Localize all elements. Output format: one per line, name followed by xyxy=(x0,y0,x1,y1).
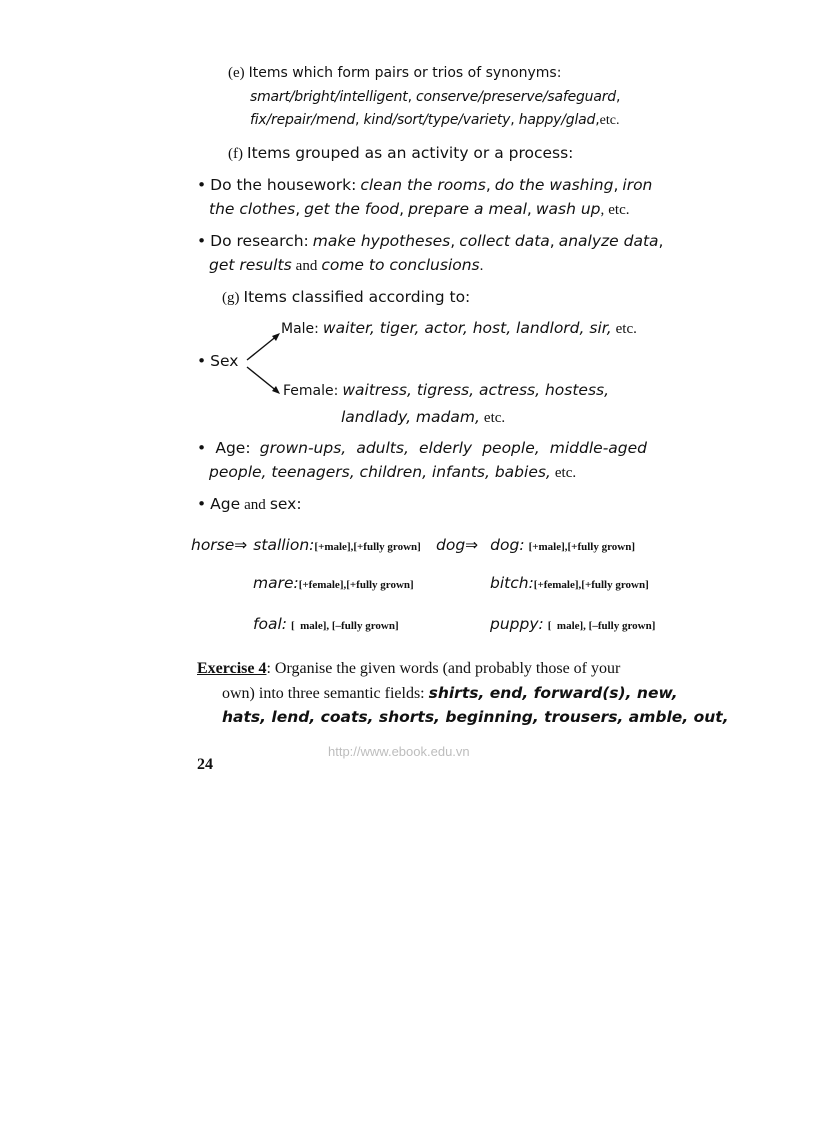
watermark: http://www.ebook.edu.vn xyxy=(328,744,470,759)
mare-row: mare:[+female],[+fully grown] xyxy=(253,574,414,592)
section-f-heading: (f) Items grouped as an activity or a process: xyxy=(228,144,574,162)
female-line1: Female: waitress, tigress, actress, hostess, xyxy=(283,381,610,399)
bullet-icon: • xyxy=(197,352,207,370)
foal-row: foal: [ male], [–fully grown] xyxy=(253,615,399,633)
section-e-line2: fix/repair/mend, kind/sort/type/variety, happy/glad,etc. xyxy=(250,112,620,128)
bullet-icon: • xyxy=(197,439,207,457)
research-bullet-line2: get results and come to conclusions. xyxy=(209,256,484,274)
age-sex-bullet: • Age and sex: xyxy=(197,495,302,513)
exercise-line1: Exercise 4: Organise the given words (and probably those of your xyxy=(197,660,621,677)
research-bullet-line1: • Do research: make hypotheses, collect data, analyze data, xyxy=(197,232,664,250)
section-e-heading: (e) Items which form pairs or trios of synonyms: xyxy=(228,65,562,81)
puppy-row: puppy: [ male], [–fully grown] xyxy=(490,615,656,633)
bitch-row: bitch:[+female],[+fully grown] xyxy=(490,574,649,592)
male-line: Male: waiter, tiger, actor, host, landlord, sir, etc. xyxy=(281,319,637,337)
exercise-line2: own) into three semantic fields: shirts, end, forward(s), new, xyxy=(222,684,678,702)
female-line2: landlady, madam, etc. xyxy=(341,408,506,426)
sex-label: • Sex xyxy=(197,352,239,370)
dog-row: dog⇒ dog: [+male],[+fully grown] xyxy=(436,536,635,554)
section-g-heading: (g) Items classified according to: xyxy=(222,288,471,306)
exercise-line3: hats, lend, coats, shorts, beginning, trousers, amble, out, xyxy=(222,708,729,726)
housework-bullet-line1: • Do the housework: clean the rooms, do the washing, iron xyxy=(197,176,653,194)
housework-bullet-line2: the clothes, get the food, prepare a meal, wash up, etc. xyxy=(209,200,630,218)
bullet-icon: • xyxy=(197,495,207,513)
horse-row: horse⇒ stallion:[+male],[+fully grown] xyxy=(191,536,421,554)
section-e-line1: smart/bright/intelligent, conserve/preserve/safeguard, xyxy=(250,89,621,105)
bullet-icon: • xyxy=(197,176,207,194)
bullet-icon: • xyxy=(197,232,207,250)
age-bullet-line1: • Age: grown-ups, adults, elderly people, middle-aged xyxy=(197,439,648,457)
page-number: 24 xyxy=(197,756,213,773)
age-bullet-line2: people, teenagers, children, infants, babies, etc. xyxy=(209,463,577,481)
